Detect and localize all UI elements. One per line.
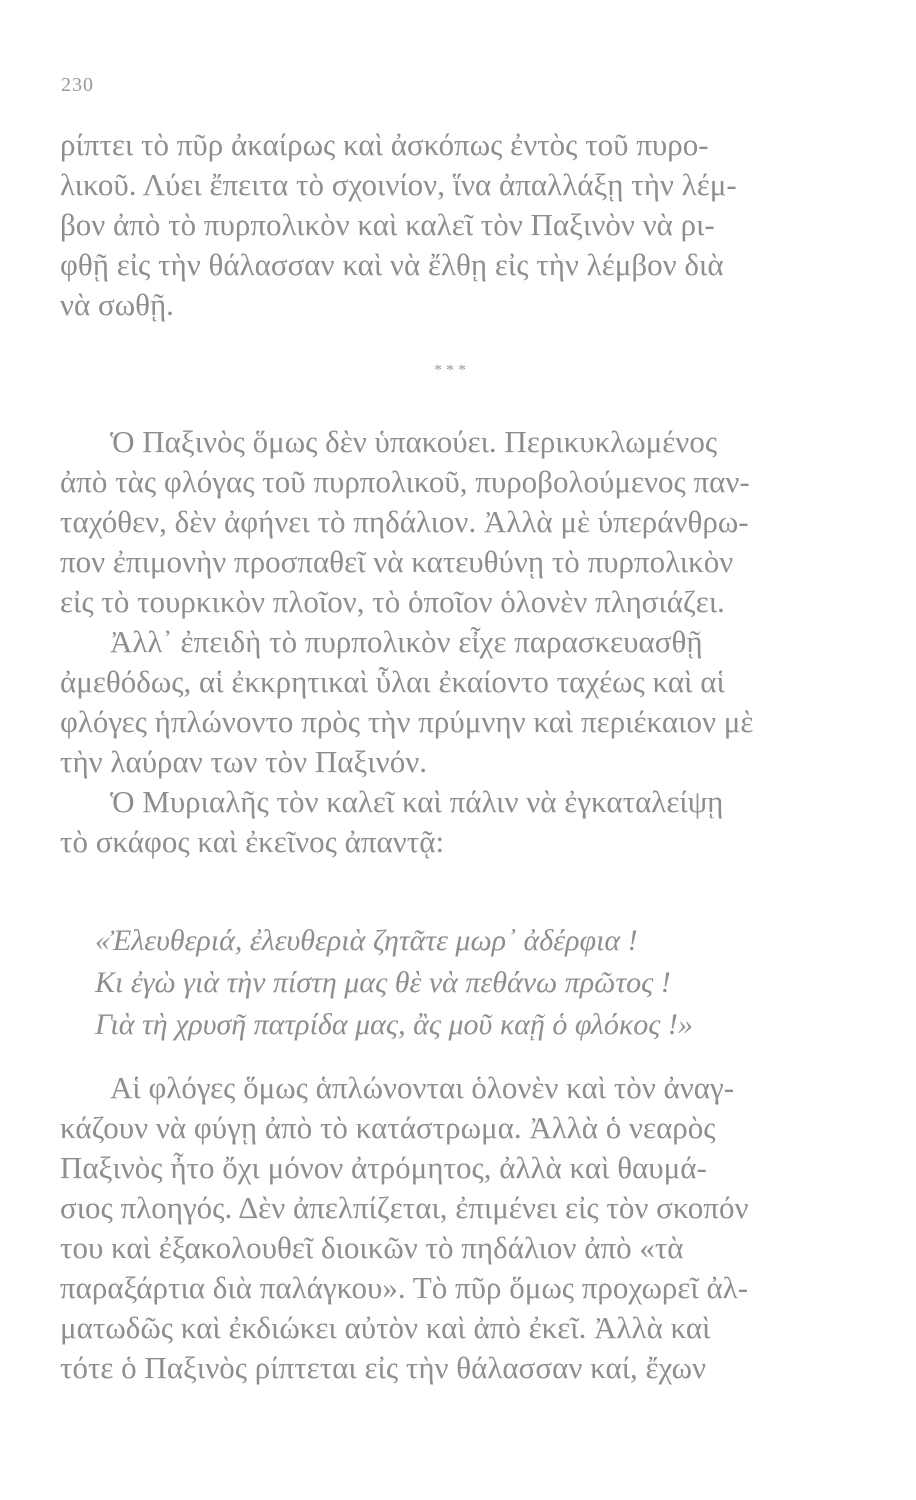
text-line: ρίπτει τὸ πῦρ ἀκαίρως καὶ ἀσκόπως ἐντὸς τοῦ πυρο- (60, 127, 709, 162)
text-line: Ἀλλ᾽ ἐπειδὴ τὸ πυρπολικὸν εἶχε παρασκευασθῇ (110, 624, 703, 659)
text-line: ἀμεθόδως, αἱ ἐκκρητικαὶ ὗλαι ἐκαίοντο ταχέως καὶ αἱ (60, 664, 725, 699)
text-line: Αἱ φλόγες ὅμως ἁπλώνονται ὁλονὲν καὶ τὸν ἀναγ- (110, 1070, 735, 1105)
text-line: του καὶ ἐξακολουθεῖ διοικῶν τὸ πηδάλιον ἀπὸ «τὰ (60, 1230, 684, 1265)
text-line: νὰ σωθῇ. (60, 287, 174, 322)
paragraph-1 (60, 125, 850, 325)
text-line: ἀπὸ τὰς φλόγας τοῦ πυρπολικοῦ, πυροβολούμενος παν- (60, 464, 750, 499)
text-line: φθῇ εἰς τὴν θάλασσαν καὶ νὰ ἔλθῃ εἰς τὴν λέμβον διὰ (60, 247, 724, 282)
text-line: ταχόθεν, δὲν ἀφήνει τὸ πηδάλιον. Ἀλλὰ μὲ ὑπεράνθρω- (60, 504, 749, 539)
paragraph-5 (60, 1068, 850, 1388)
text-line: βον ἀπὸ τὸ πυρπολικὸν καὶ καλεῖ τὸν Παξινὸν νὰ ρι- (60, 207, 715, 242)
text-line: εἰς τὸ τουρκικὸν πλοῖον, τὸ ὁποῖον ὁλονὲν πλησιάζει. (60, 584, 725, 619)
text-line: παραξάρτια διὰ παλάγκου». Τὸ πῦρ ὅμως προχωρεῖ ἀλ- (60, 1270, 749, 1305)
poem-line: «Ἐλευθεριά, ἐλευθεριὰ ζητᾶτε μωρ᾽ ἀδέρφια ! (95, 924, 638, 957)
text-line: τότε ὁ Παξινὸς ρίπτεται εἰς τὴν θάλασσαν καί, ἔχων (60, 1350, 707, 1385)
text-line: ματωδῶς καὶ ἐκδιώκει αὐτὸν καὶ ἀπὸ ἐκεῖ. Ἀλλὰ καὶ (60, 1310, 711, 1345)
text-line: τὴν λαύραν των τὸν Παξινόν. (60, 744, 427, 779)
text-line: Ὁ Παξινὸς ὅμως δὲν ὑπακούει. Περικυκλωμένος (110, 424, 718, 459)
poem-line: Κι ἐγὼ γιὰ τὴν πίστη μας θὲ νὰ πεθάνω πρῶτος ! (95, 966, 671, 999)
text-line: λικοῦ. Λύει ἔπειτα τὸ σχοινίον, ἵνα ἀπαλλάξῃ τὴν λέμ- (60, 167, 737, 202)
text-line: Παξινὸς ἦτο ὄχι μόνον ἀτρόμητος, ἀλλὰ καὶ θαυμά- (60, 1150, 707, 1185)
text-line: φλόγες ἡπλώνοντο πρὸς τὴν πρύμνην καὶ περιέκαιον μὲ (60, 704, 754, 739)
text-line: σιος πλοηγός. Δὲν ἀπελπίζεται, ἐπιμένει εἰς τὸν σκοπόν (60, 1190, 749, 1225)
text-line: κάζουν νὰ φύγῃ ἀπὸ τὸ κατάστρωμα. Ἀλλὰ ὁ νεαρὸς (60, 1110, 716, 1145)
poem-quote (95, 920, 815, 1046)
text-line: τὸ σκάφος καὶ ἐκεῖνος ἀπαντᾷ: (60, 824, 445, 859)
section-separator: * * * (434, 362, 466, 379)
poem-line: Γιὰ τὴ χρυσῆ πατρίδα μας, ἂς μοῦ καῇ ὁ φλόκος !» (95, 1008, 693, 1041)
page-number: 230 (61, 74, 94, 96)
text-line: πον ἐπιμονὴν προσπαθεῖ νὰ κατευθύνῃ τὸ πυρπολικὸν (60, 544, 734, 579)
text-line: Ὁ Μυριαλῆς τὸν καλεῖ καὶ πάλιν νὰ ἐγκαταλείψῃ (110, 784, 724, 819)
paragraph-2 (60, 422, 850, 862)
